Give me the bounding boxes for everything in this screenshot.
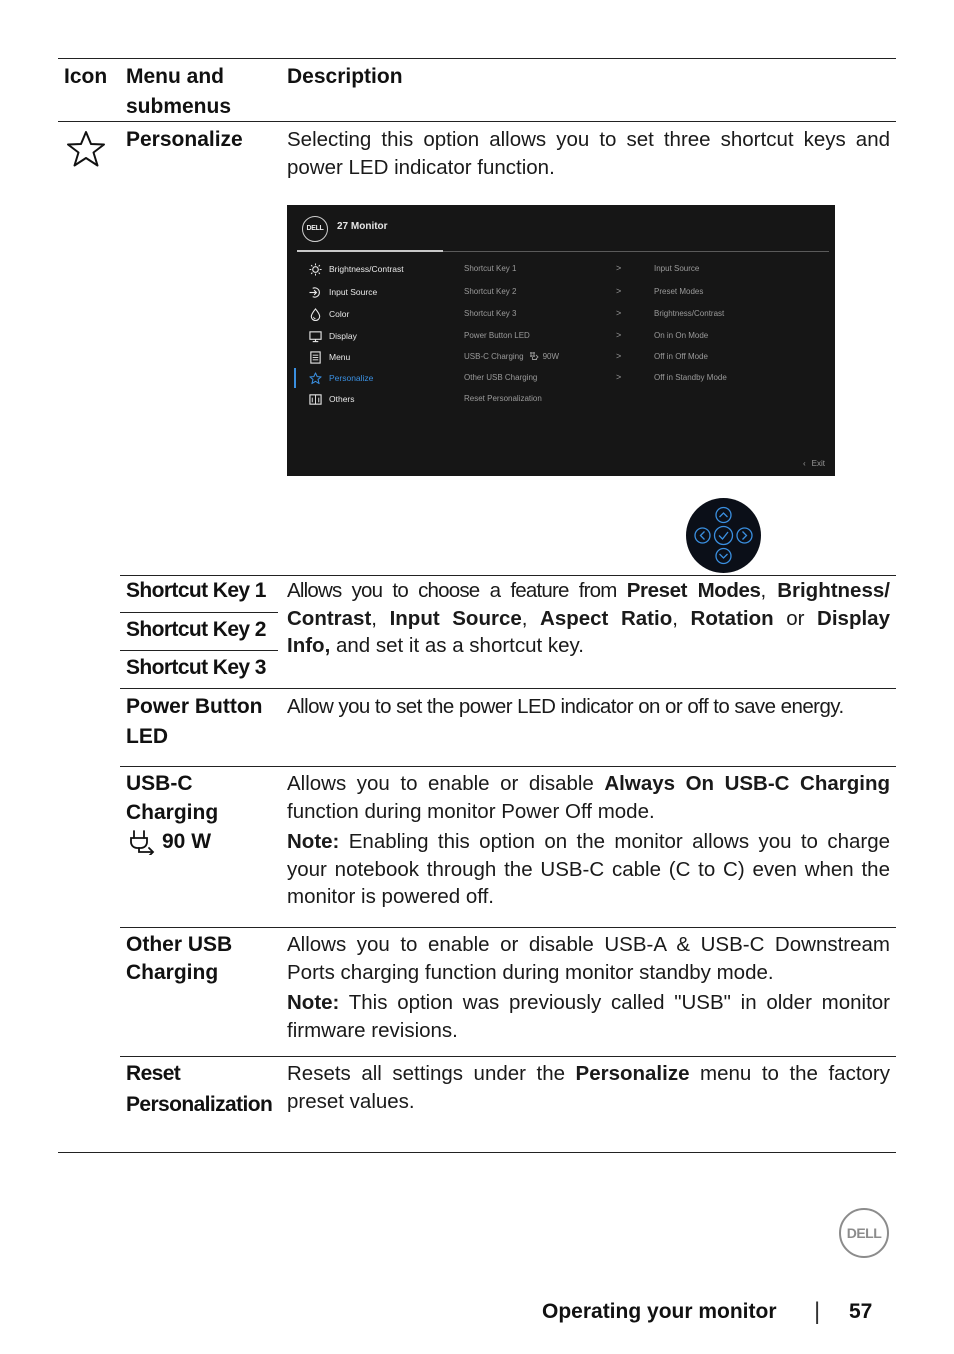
other-usb-name-line1: Other USB (126, 933, 233, 956)
note-label: Note: (287, 991, 340, 1014)
color-icon (309, 308, 322, 321)
display-icon (309, 330, 322, 343)
star-icon (309, 372, 322, 385)
desc-bold: Preset Modes (626, 579, 761, 602)
desc-bold: Rotation (690, 606, 774, 630)
desc-text: function during monitor Power Off mode. (287, 799, 655, 823)
usb-c-desc-paragraph (287, 770, 890, 825)
chevron-left-icon: ‹ (802, 459, 806, 468)
header-menu-line1: Menu and (126, 65, 224, 88)
osd-screenshot (287, 205, 835, 476)
star-outline-icon (66, 130, 106, 168)
usb-c-rule (120, 766, 896, 767)
brightness-icon (309, 263, 322, 276)
desc-bold: Brightness/ Contrast (287, 579, 890, 630)
power-led-name-line1: Power Button (126, 695, 263, 718)
other-usb-note-paragraph (287, 989, 890, 1044)
osd-value-shortcut-key-2: Preset Modes (654, 287, 704, 296)
desc-text: , (371, 606, 390, 630)
osd-menu-menu[interactable] (309, 347, 350, 367)
desc-bold: Aspect Ratio (540, 606, 673, 630)
header-menu-line2: submenus (126, 95, 232, 118)
header-description: Description (287, 65, 403, 88)
osd-title: 27 Monitor (337, 221, 388, 232)
table-top-rule (58, 58, 896, 59)
usb-c-name-line1: USB-C (126, 772, 193, 795)
osd-menu-color[interactable] (309, 304, 349, 324)
other-usb-rule (120, 927, 896, 928)
desc-text: menu to the factory preset values. (287, 1062, 890, 1113)
chevron-right-icon: > (616, 308, 622, 318)
usb-power-icon (528, 351, 540, 362)
osd-submenu-usb-c-charging[interactable] (464, 351, 559, 362)
osd-accent-line (297, 250, 443, 252)
desc-bold: Input Source (389, 606, 522, 630)
osd-submenu-shortcut-key-1[interactable]: Shortcut Key 1 (464, 264, 517, 273)
osd-menu-label: Color (329, 309, 350, 319)
osd-menu-label: Others (329, 394, 355, 404)
usb-c-description (287, 770, 890, 911)
osd-selection-bar (294, 368, 296, 388)
osd-submenu-power-button-led[interactable]: Power Button LED (464, 331, 530, 340)
osd-submenu-shortcut-key-3[interactable]: Shortcut Key 3 (464, 309, 517, 318)
chevron-right-icon: > (616, 372, 622, 382)
desc-bold: Always On USB-C Charging (604, 772, 890, 795)
osd-menu-display[interactable] (309, 326, 357, 346)
chevron-right-icon: > (616, 263, 622, 273)
desc-text: Allows you to choose a feature from (287, 579, 627, 602)
osd-menu-label: Brightness/Contrast (329, 264, 404, 274)
page-number: 57 (849, 1300, 873, 1323)
others-icon (309, 393, 322, 406)
shortcut-key-1-rule (120, 612, 278, 613)
desc-text: or (773, 606, 818, 630)
osd-menu-brightness[interactable] (309, 259, 404, 279)
desc-bold: Display Info, (287, 606, 890, 657)
reset-rule (120, 1056, 896, 1057)
menu-icon (309, 351, 322, 364)
footer-divider: | (814, 1298, 821, 1325)
desc-text: and set it as a shortcut key. (330, 634, 584, 657)
dell-logo: DELL (839, 1208, 889, 1258)
footer-section-title: Operating your monitor (542, 1300, 777, 1323)
desc-text: , (672, 606, 691, 630)
osd-submenu-other-usb-charging[interactable]: Other USB Charging (464, 373, 538, 382)
desc-text: Allows you to enable or disable (287, 772, 605, 795)
osd-menu-personalize[interactable] (309, 368, 373, 388)
osd-value-other-usb: Off in Standby Mode (654, 373, 727, 382)
shortcut-key-2-name: Shortcut Key 2 (126, 618, 266, 641)
osd-submenu-shortcut-key-2[interactable]: Shortcut Key 2 (464, 287, 517, 296)
power-led-description: Allow you to set the power LED indicator on or off to save energy. (287, 695, 844, 718)
usb-c-name-line2: Charging (126, 801, 219, 824)
personalize-name: Personalize (126, 128, 243, 151)
shortcut-key-1-name: Shortcut Key 1 (126, 579, 266, 602)
other-usb-name-line2: Charging (126, 961, 219, 984)
osd-value-power-led: On in On Mode (654, 331, 709, 340)
osd-exit-label: Exit (811, 459, 825, 468)
other-usb-desc-paragraph: Allows you to enable or disable USB-A & USB-C Downstream Ports charging function during monitor standby mode. (287, 933, 890, 984)
desc-text: , (521, 606, 541, 630)
joystick-icon (686, 498, 761, 573)
osd-submenu-reset-personalization[interactable]: Reset Personalization (464, 394, 542, 403)
osd-value-shortcut-key-1: Input Source (654, 264, 700, 273)
osd-submenu-label: USB-C Charging (464, 352, 524, 361)
input-source-icon (309, 286, 322, 299)
osd-menu-label: Display (329, 331, 357, 341)
osd-usb-watt: 90W (542, 352, 560, 361)
osd-exit-button[interactable] (803, 459, 825, 468)
power-led-rule (120, 688, 896, 689)
osd-value-usb-c: Off in Off Mode (654, 352, 708, 361)
other-usb-description (287, 931, 890, 1044)
osd-divider-line (443, 251, 829, 252)
note-label: Note: (287, 830, 340, 853)
reset-name-line1: Reset (126, 1062, 181, 1085)
reset-description (287, 1060, 890, 1115)
shortcut-key-2-rule (120, 650, 278, 651)
note-text: This option was previously called "USB" in older monitor firmware revisions. (287, 991, 890, 1042)
osd-menu-label: Menu (329, 352, 351, 362)
chevron-right-icon: > (616, 330, 622, 340)
header-icon: Icon (64, 65, 108, 88)
desc-bold: Personalize (575, 1062, 690, 1085)
usb-c-note-paragraph (287, 828, 890, 911)
osd-value-shortcut-key-3: Brightness/Contrast (654, 309, 725, 318)
osd-menu-label: Input Source (329, 287, 378, 297)
reset-name-line2: Personalization (126, 1093, 273, 1116)
chevron-right-icon: > (616, 351, 622, 361)
usb-c-watt-row (128, 827, 211, 856)
table-bottom-rule (58, 1152, 896, 1153)
shortcut-key-3-name: Shortcut Key 3 (126, 656, 266, 679)
osd-menu-label: Personalize (329, 373, 374, 383)
desc-text: , (760, 579, 778, 602)
power-led-name-line2: LED (126, 725, 168, 748)
desc-text: Resets all settings under the (287, 1062, 576, 1085)
osd-menu-input-source[interactable] (309, 282, 377, 302)
osd-menu-others[interactable] (309, 389, 355, 409)
note-text: Enabling this option on the monitor allows you to charge your notebook through the USB-C cable (C to C) even when the monitor is powered off. (287, 830, 890, 908)
osd-dell-logo: DELL (302, 216, 328, 242)
shortcut-keys-description (287, 577, 890, 660)
chevron-right-icon: > (616, 286, 622, 296)
usb-c-watt: 90 W (162, 830, 212, 853)
personalize-description: Selecting this option allows you to set three shortcut keys and power LED indicator function. (287, 128, 890, 179)
usb-power-icon (128, 829, 158, 855)
